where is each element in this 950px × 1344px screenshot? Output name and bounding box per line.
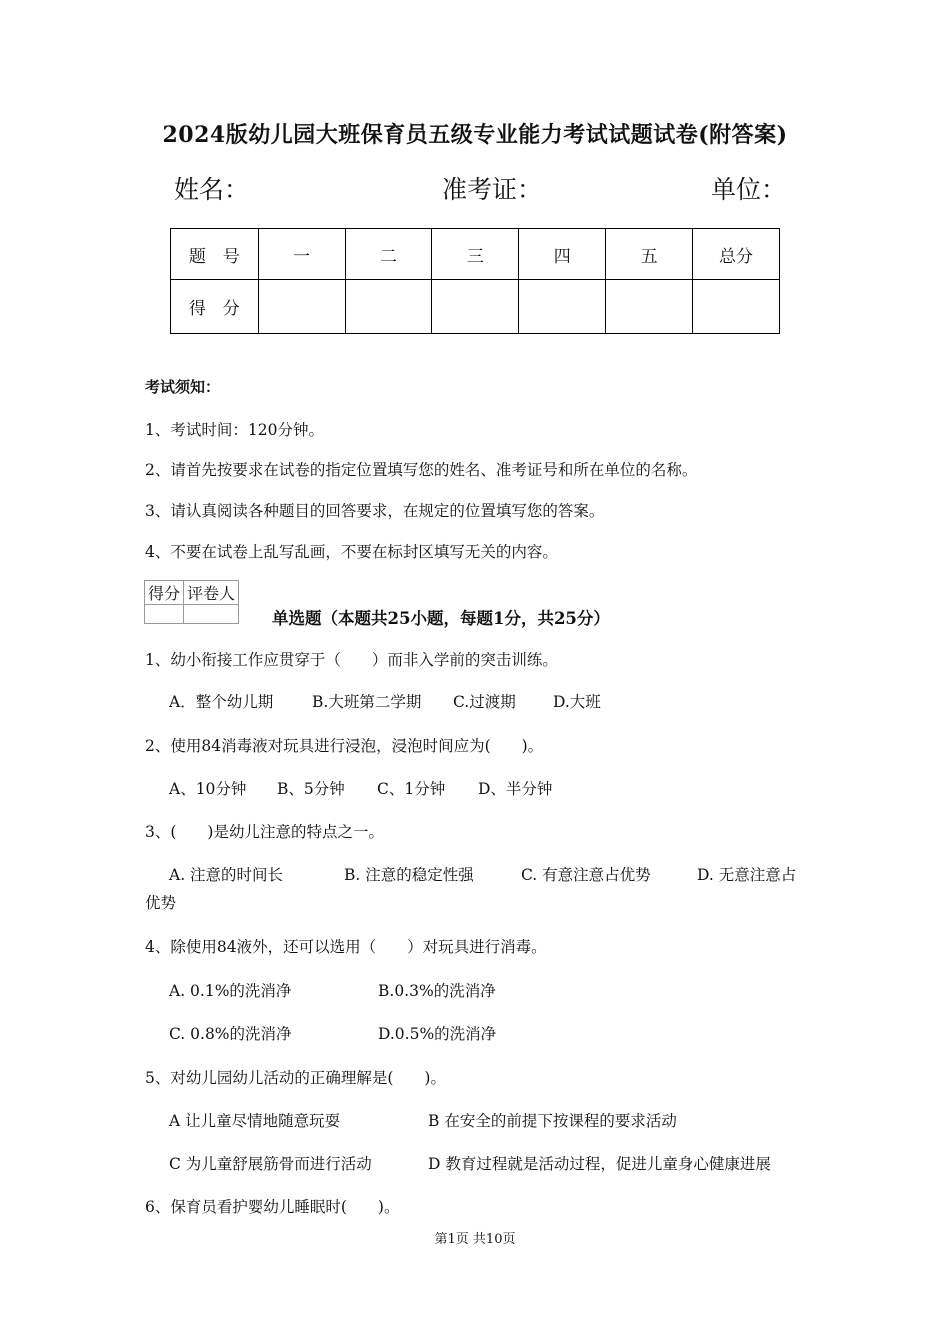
page-footer: 第1页 共10页 <box>434 1232 516 1247</box>
score-header-cell: 一 <box>258 229 345 280</box>
question-stem: 3、( )是幼儿注意的特点之一。 <box>145 823 384 841</box>
question-option: D.大班 <box>553 693 601 711</box>
notice-heading: 考试须知： <box>145 378 221 396</box>
notice-item: 2、请首先按要求在试卷的指定位置填写您的姓名、准考证号和所在单位的名称。 <box>145 461 698 479</box>
score-cell <box>432 280 519 334</box>
score-cell <box>258 280 345 334</box>
question-stem: 6、保育员看护婴幼儿睡眠时( )。 <box>145 1198 400 1216</box>
score-header-cell: 四 <box>519 229 606 280</box>
question-option: B、5分钟 <box>277 780 345 798</box>
question-option: A、10分钟 <box>169 780 247 798</box>
question-option: B.大班第二学期 <box>312 693 422 711</box>
score-table-header-row <box>171 229 780 280</box>
score-row-label: 得 分 <box>171 280 259 334</box>
score-header-cell: 题 号 <box>171 229 259 280</box>
score-table <box>170 228 780 334</box>
question-option: C.过渡期 <box>453 693 516 711</box>
question-option: A．整个幼儿期 <box>169 693 274 711</box>
score-header-cell: 三 <box>432 229 519 280</box>
question-stem: 1、幼小衔接工作应贯穿于（ ）而非入学前的突击训练。 <box>145 651 558 669</box>
question-option: B 在安全的前提下按课程的要求活动 <box>428 1112 677 1130</box>
question-option: D.0.5%的洗消净 <box>378 1025 497 1043</box>
exam-title: 2024版幼儿园大班保育员五级专业能力考试试题试卷(附答案) <box>162 122 788 148</box>
question-option-wrap: 优势 <box>145 894 177 912</box>
question-option: A 让儿童尽情地随意玩耍 <box>169 1112 341 1130</box>
question-option: B.0.3%的洗消净 <box>378 982 496 1000</box>
question-option: A. 0.1%的洗消净 <box>169 982 292 1000</box>
question-option: A. 注意的时间长 <box>169 866 284 884</box>
score-cell <box>693 280 780 334</box>
unit-label: 单位： <box>711 175 787 204</box>
exam-id-label: 准考证： <box>442 175 543 204</box>
score-cell <box>519 280 606 334</box>
question-option: C、1分钟 <box>377 780 446 798</box>
question-option: C. 0.8%的洗消净 <box>169 1025 292 1043</box>
question-stem: 2、使用84消毒液对玩具进行浸泡，浸泡时间应为( )。 <box>145 737 544 755</box>
section-title: 单选题（本题共25小题，每题1分，共25分） <box>272 609 610 628</box>
question-option: D 教育过程就是活动过程，促进儿童身心健康进展 <box>428 1155 771 1173</box>
question-option: D、半分钟 <box>478 780 553 798</box>
score-header-cell: 五 <box>606 229 693 280</box>
question-option: C. 有意注意占优势 <box>521 866 651 884</box>
notice-item: 1、考试时间：120分钟。 <box>145 421 324 439</box>
question-option: B. 注意的稳定性强 <box>344 866 474 884</box>
question-stem: 4、除使用84液外，还可以选用（ ）对玩具进行消毒。 <box>145 938 547 956</box>
grader-reviewer-label: 评卷人 <box>184 581 239 605</box>
score-cell <box>345 280 432 334</box>
score-header-cell: 总分 <box>693 229 780 280</box>
notice-item: 4、不要在试卷上乱写乱画，不要在标封区填写无关的内容。 <box>145 543 558 561</box>
notice-item: 3、请认真阅读各种题目的回答要求，在规定的位置填写您的答案。 <box>145 502 605 520</box>
question-option: D. 无意注意占 <box>697 866 797 884</box>
score-header-cell: 二 <box>345 229 432 280</box>
grader-score-cell <box>145 605 184 624</box>
name-label: 姓名： <box>174 175 250 204</box>
question-stem: 5、对幼儿园幼儿活动的正确理解是( )。 <box>145 1069 446 1087</box>
score-cell <box>606 280 693 334</box>
grader-score-label: 得分 <box>145 581 184 605</box>
question-option: C 为儿童舒展筋骨而进行活动 <box>169 1155 372 1173</box>
grader-reviewer-cell <box>184 605 239 624</box>
grader-box <box>144 580 239 624</box>
score-table-score-row <box>171 280 780 334</box>
